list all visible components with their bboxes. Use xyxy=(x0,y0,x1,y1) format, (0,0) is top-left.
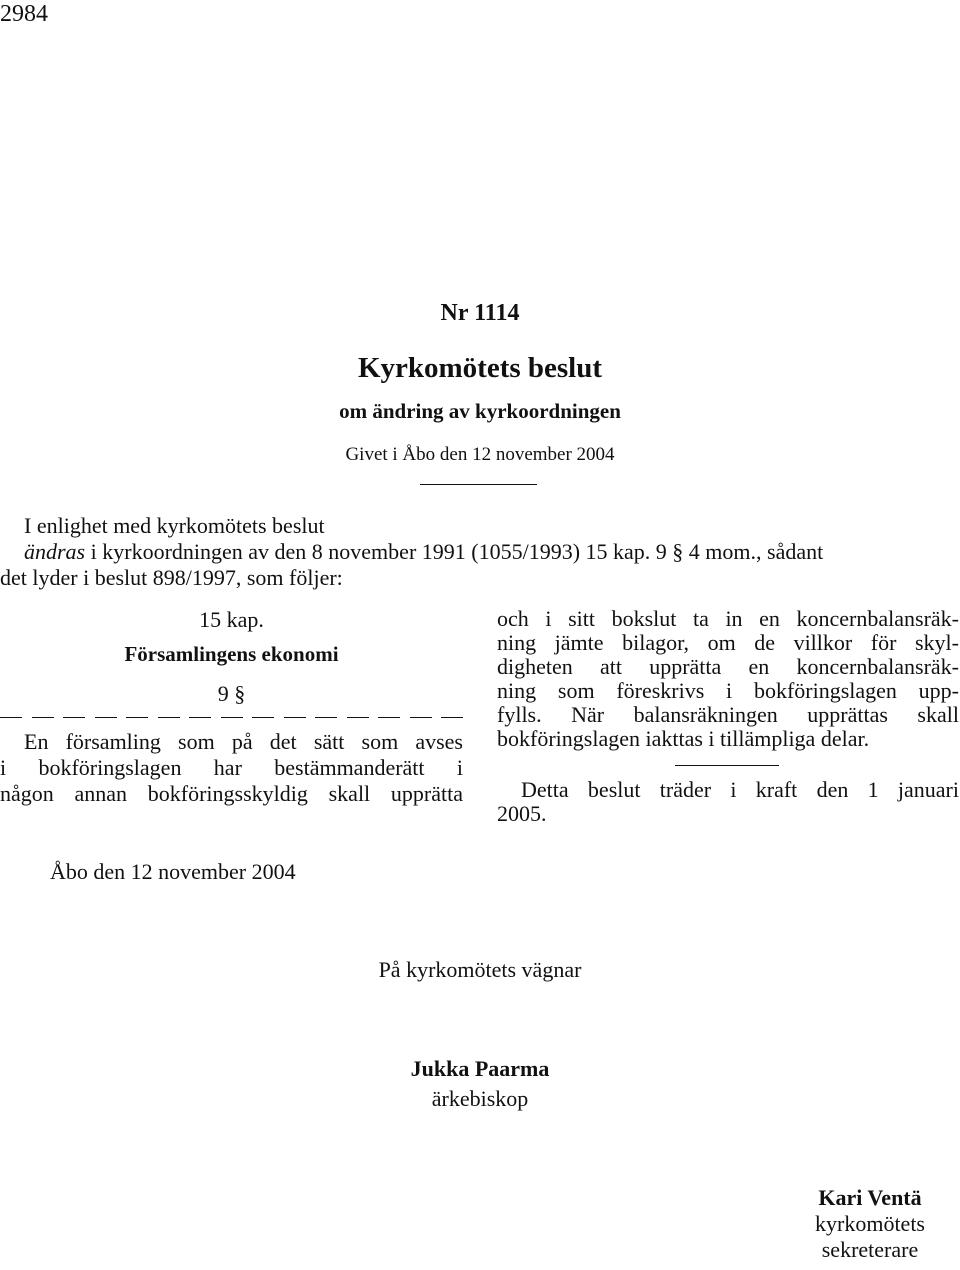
paragraph-line: fylls. När balansräkningen upprättas skall xyxy=(497,702,959,727)
on-behalf-of: På kyrkomötets vägnar xyxy=(378,957,582,982)
signature-secretary xyxy=(780,1185,960,1263)
given-date: Givet i Åbo den 12 november 2004 xyxy=(345,444,615,465)
header-divider xyxy=(420,484,537,485)
signatory-name: Jukka Paarma xyxy=(410,1056,550,1081)
signatory-name: Kari Ventä xyxy=(818,1185,922,1210)
intro-line-1: I enlighet med kyrkomötets beslut xyxy=(24,513,325,538)
intro-line-2 xyxy=(0,539,960,565)
signature-archbishop xyxy=(0,1054,960,1114)
paragraph-line: ning som föreskrivs i bokföringslagen upp- xyxy=(497,678,959,703)
signatory-title-line-2: sekreterare xyxy=(821,1237,919,1262)
place-and-date: Åbo den 12 november 2004 xyxy=(50,859,296,884)
signatory-title-line-1: kyrkomötets xyxy=(815,1211,925,1236)
page-number: 2984 xyxy=(0,1,48,27)
chapter-label: 15 kap. xyxy=(199,607,264,632)
intro-line-2-rest: i kyrkoordningen av den 8 november 1991 (1055/1993) 15 kap. 9 § 4 mom., sådant xyxy=(85,539,824,564)
paragraph-line: En församling som på det sätt som avses xyxy=(24,729,463,754)
right-column xyxy=(497,607,959,826)
chapter-heading: Församlingens ekonomi xyxy=(124,642,339,666)
paragraph-line: i bokföringslagen har bestämmanderätt i xyxy=(0,755,463,780)
document-subtitle: om ändring av kyrkoordningen xyxy=(339,399,621,423)
section-divider xyxy=(675,765,779,766)
section-number: 9 § xyxy=(217,681,246,706)
intro-line-3: det lyder i beslut 898/1997, som följer: xyxy=(0,565,343,590)
paragraph-last-line: bokföringslagen iakttas i tillämpliga delar. xyxy=(497,726,870,751)
effective-date-year: 2005. xyxy=(497,801,547,826)
paragraph-line: någon annan bokföringsskyldig skall upprätta xyxy=(0,781,463,806)
effective-date-line: Detta beslut träder i kraft den 1 januari xyxy=(521,777,959,802)
signatory-title: ärkebiskop xyxy=(431,1086,529,1111)
paragraph-line: och i sitt bokslut ta in en koncernbalansräk- xyxy=(497,606,959,631)
statute-number: Nr 1114 xyxy=(440,300,520,326)
intro-text xyxy=(0,513,960,591)
left-column xyxy=(0,607,463,807)
document-title: Kyrkomötets beslut xyxy=(357,352,603,384)
omitted-text-dashes xyxy=(0,711,463,725)
paragraph-line: digheten att upprätta en koncernbalansräk- xyxy=(497,654,959,679)
paragraph-line: ning jämte bilagor, om de villkor för skyl- xyxy=(497,630,959,655)
section-paragraph xyxy=(0,729,463,807)
amended-word: ändras xyxy=(24,539,86,564)
